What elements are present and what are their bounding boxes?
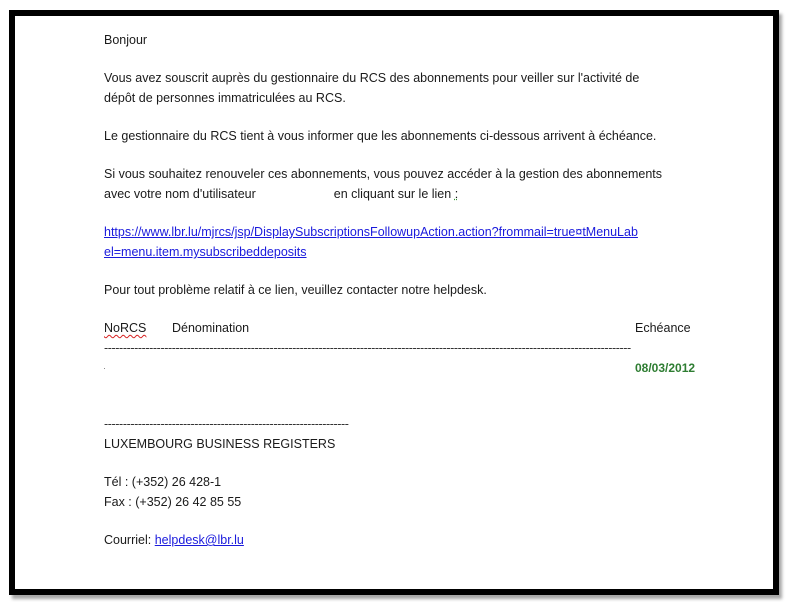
email-body bbox=[104, 30, 724, 550]
intro-line-2: dépôt de personnes immatriculées au RCS. bbox=[104, 91, 346, 105]
subscriptions-link-continued[interactable]: el=menu.item.mysubscribeddeposits bbox=[104, 245, 307, 259]
username-label: avec votre nom d'utilisateur bbox=[104, 187, 256, 201]
company-name: LUXEMBOURG BUSINESS REGISTERS bbox=[104, 437, 336, 451]
intro-line-1: Vous avez souscrit auprès du gestionnaire du RCS des abonnements pour veiller sur l'activité de bbox=[104, 71, 640, 85]
table-header bbox=[104, 318, 724, 338]
signature-separator: ----------------------------------------------------------------- bbox=[104, 417, 349, 431]
telephone: Tél : (+352) 26 428-1 bbox=[104, 475, 222, 489]
helpdesk-note: Pour tout problème relatif à ce lien, veuillez contacter notre helpdesk. bbox=[104, 283, 487, 297]
fax: Fax : (+352) 26 42 85 55 bbox=[104, 495, 242, 509]
column-norcs: NoRCS bbox=[104, 321, 147, 335]
courriel-line bbox=[104, 530, 724, 550]
renew-line-1: Si vous souhaitez renouveler ces abonnements, vous pouvez accéder à la gestion des abonnements bbox=[104, 167, 662, 181]
column-denomination: Dénomination bbox=[172, 321, 250, 335]
click-link-text: en cliquant sur le lien bbox=[333, 187, 452, 201]
echeance-date: 08/03/2012 bbox=[635, 361, 696, 375]
table-row bbox=[104, 358, 724, 378]
row-marker bbox=[104, 368, 105, 369]
email-frame bbox=[9, 10, 779, 595]
courriel-label: Courriel: bbox=[104, 533, 152, 547]
column-echeance: Echéance bbox=[635, 321, 691, 335]
greeting: Bonjour bbox=[104, 33, 148, 47]
subscriptions-link[interactable]: https://www.lbr.lu/mjrcs/jsp/DisplaySubscriptionsFollowupAction.action?frommail=true¤tMenuLab bbox=[104, 225, 638, 239]
expiry-notice: Le gestionnaire du RCS tient à vous informer que les abonnements ci-dessous arrivent à échéance. bbox=[104, 129, 657, 143]
colon: : bbox=[454, 187, 459, 201]
subscriptions-link-line-1[interactable] bbox=[104, 222, 724, 242]
renew-line-2 bbox=[104, 184, 724, 204]
subscriptions-link-line-2[interactable] bbox=[104, 242, 724, 262]
helpdesk-email-link[interactable]: helpdesk@lbr.lu bbox=[154, 533, 244, 547]
table-separator: -------------------------------------------------------------------------------------------------------------------------------------------- bbox=[104, 341, 631, 355]
